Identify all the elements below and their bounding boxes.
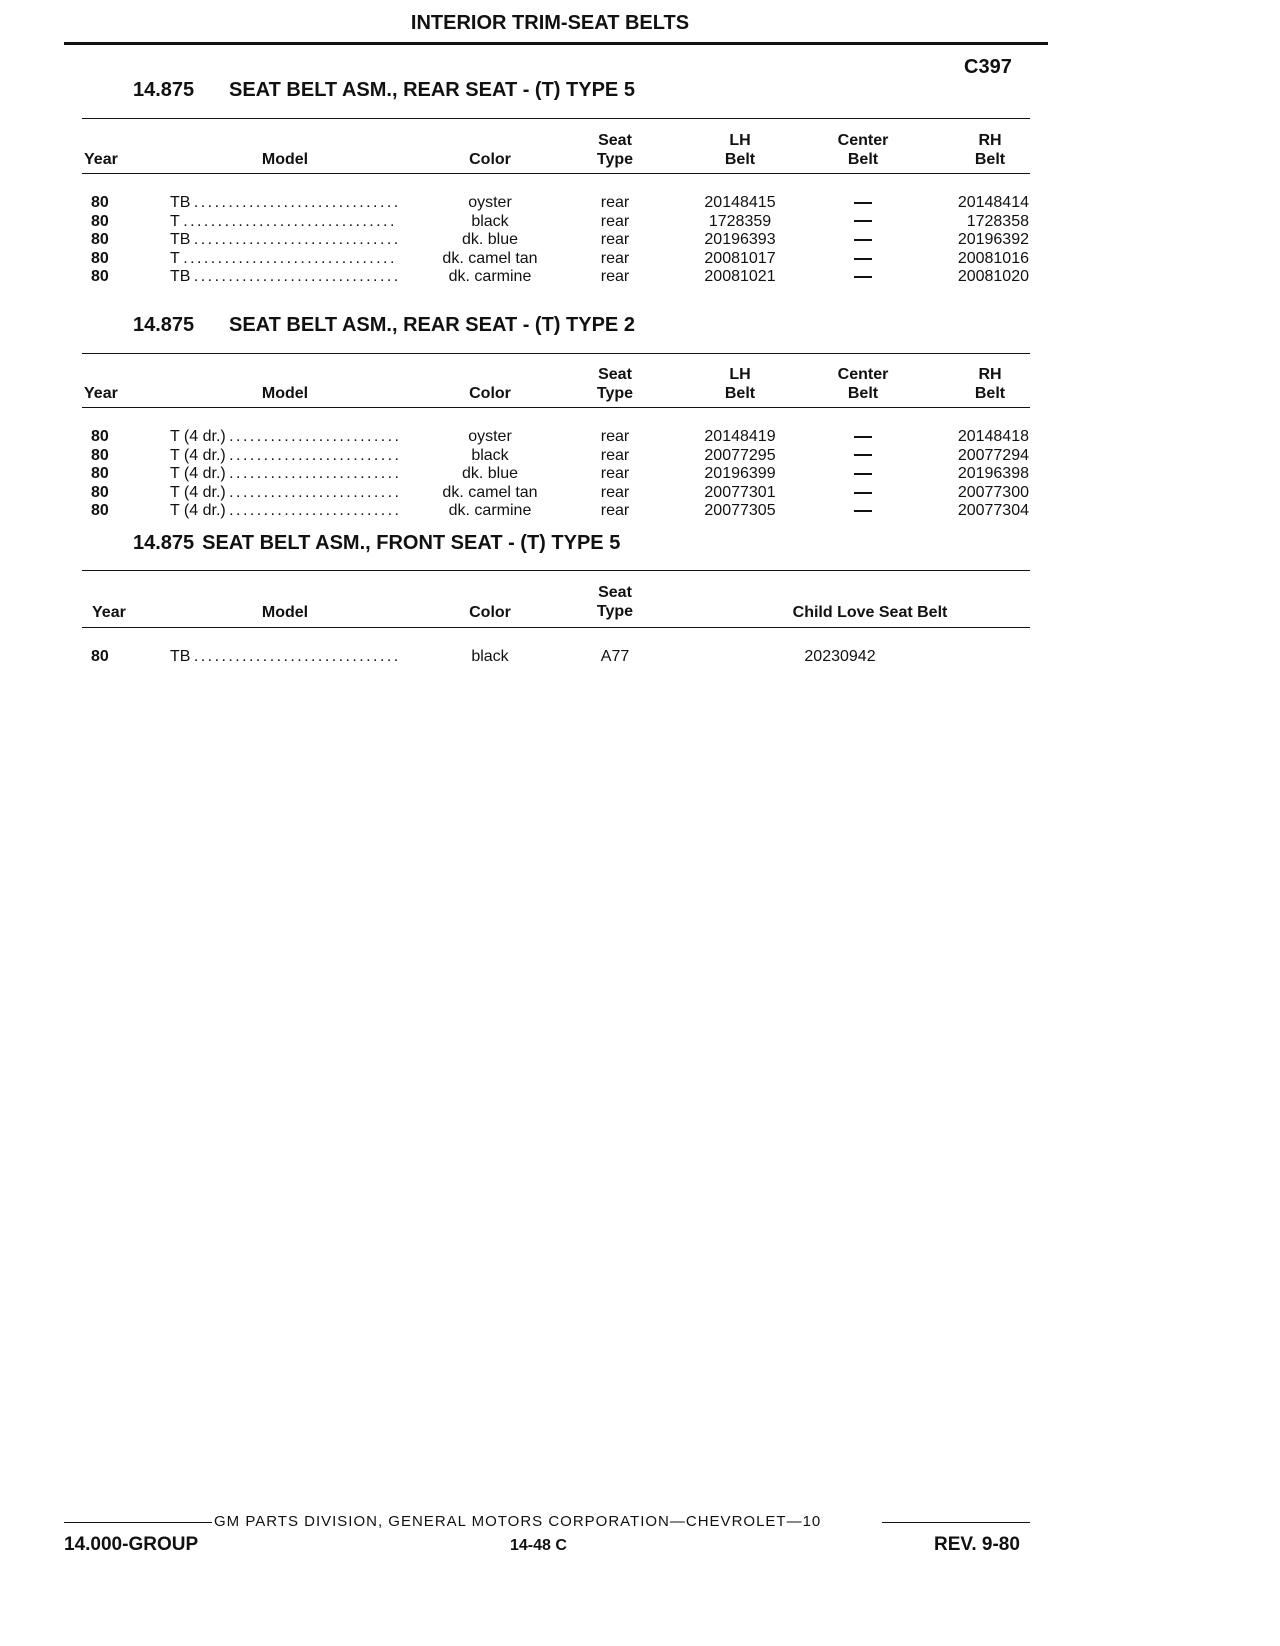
- footer-division: GM PARTS DIVISION, GENERAL MOTORS CORPORATION—CHEVROLET—10: [214, 1513, 822, 1530]
- year-cell: 80: [91, 648, 109, 665]
- seat-type-cell: rear: [600, 446, 630, 464]
- col-header-model: Model: [261, 604, 309, 621]
- rh-belt-cell: 20196398: [957, 465, 1029, 483]
- col-header-year: Year: [84, 385, 118, 402]
- page-title: INTERIOR TRIM-SEAT BELTS: [410, 12, 690, 34]
- em-dash: [854, 202, 872, 204]
- child-belt-cell: 20230942: [804, 648, 876, 665]
- table-row: [0, 250, 1280, 269]
- col-header-lh-belt: LH Belt: [724, 366, 756, 402]
- table-row: [0, 502, 1280, 521]
- color-cell: dk. camel tan: [442, 483, 538, 501]
- rh-belt-cell: 20196392: [957, 231, 1029, 249]
- em-dash: [854, 220, 872, 222]
- rh-belt-cell: 20077300: [957, 483, 1029, 501]
- center-belt-cell: [843, 447, 883, 466]
- model-cell: T (4 dr.) . . .: [170, 502, 398, 521]
- model-cell: T (4 dr.) . . .: [170, 447, 398, 466]
- center-belt-cell: [843, 428, 883, 447]
- em-dash: [854, 436, 872, 438]
- col-header-model: Model: [261, 151, 309, 168]
- footer-rule-left: [64, 1522, 212, 1523]
- em-dash: [854, 473, 872, 475]
- col-header-seat-type: Seat Type: [596, 132, 634, 168]
- em-dash: [854, 276, 872, 278]
- footer-revision: REV. 9-80: [934, 1534, 1020, 1555]
- rh-belt-cell: 20148418: [957, 428, 1029, 445]
- col-header-color: Color: [469, 151, 511, 168]
- lh-belt-cell: 20081021: [704, 268, 776, 286]
- center-belt-cell: [843, 502, 883, 521]
- model-cell: T (4 dr.) . . .: [170, 428, 398, 447]
- year-cell: 80: [91, 502, 109, 520]
- center-belt-cell: [843, 250, 883, 269]
- color-cell: black: [471, 446, 509, 464]
- model-cell: T . . .: [170, 213, 398, 232]
- center-belt-cell: [843, 465, 883, 484]
- seat-type-cell: rear: [600, 212, 630, 230]
- model-cell: T (4 dr.) . . .: [170, 465, 398, 484]
- section-title: [133, 79, 635, 102]
- table-top-rule: [82, 118, 1030, 119]
- section-name: SEAT BELT ASM., FRONT SEAT - (T) TYPE 5: [202, 532, 621, 554]
- year-cell: 80: [91, 194, 109, 211]
- model-cell: T . . .: [170, 250, 398, 269]
- table-row: [0, 268, 1280, 287]
- seat-type-cell: rear: [600, 231, 630, 249]
- year-cell: 80: [91, 446, 109, 464]
- color-cell: oyster: [468, 428, 512, 445]
- lh-belt-cell: 20148419: [704, 428, 776, 445]
- em-dash: [854, 454, 872, 456]
- seat-type-cell: rear: [600, 483, 630, 501]
- em-dash: [854, 492, 872, 494]
- seat-type-cell: rear: [600, 465, 630, 483]
- color-cell: black: [471, 648, 509, 665]
- center-belt-cell: [843, 268, 883, 287]
- year-cell: 80: [91, 483, 109, 501]
- table-row: [0, 213, 1280, 232]
- em-dash: [854, 510, 872, 512]
- header-rule: [64, 42, 1048, 45]
- year-cell: 80: [91, 465, 109, 483]
- footer-group: 14.000-GROUP: [64, 1534, 199, 1555]
- color-cell: dk. carmine: [448, 502, 532, 520]
- lh-belt-cell: 20077295: [704, 446, 776, 464]
- lh-belt-cell: 20196399: [704, 465, 776, 483]
- table-row: [0, 447, 1280, 466]
- section-name: SEAT BELT ASM., REAR SEAT - (T) TYPE 2: [229, 314, 635, 336]
- section-title: [133, 532, 620, 555]
- table-row: [0, 231, 1280, 250]
- section-number: 14.875: [133, 79, 195, 101]
- table-top-rule: [82, 570, 1030, 571]
- color-cell: dk. camel tan: [442, 249, 538, 267]
- table-row: [0, 465, 1280, 484]
- table-top-rule: [82, 353, 1030, 354]
- rh-belt-cell: 20081020: [957, 268, 1029, 286]
- model-cell: TB . . .: [170, 231, 398, 250]
- model-cell: TB . . .: [170, 194, 398, 213]
- model-cell: TB . . .: [170, 648, 398, 667]
- col-header-seat-type: Seat Type: [596, 584, 634, 620]
- lh-belt-cell: 20077301: [704, 483, 776, 501]
- year-cell: 80: [91, 231, 109, 249]
- center-belt-cell: [843, 231, 883, 250]
- rh-belt-cell: 1728358: [966, 212, 1029, 230]
- table-row: [0, 484, 1280, 503]
- center-belt-cell: [843, 213, 883, 232]
- col-header-center-belt: Center Belt: [837, 366, 889, 402]
- color-cell: oyster: [468, 194, 512, 211]
- col-header-color: Color: [469, 604, 511, 621]
- col-header-year: Year: [84, 151, 118, 168]
- em-dash: [854, 258, 872, 260]
- seat-type-cell: A77: [600, 648, 630, 665]
- section-title: [133, 314, 635, 337]
- footer-page-number: 14-48 C: [510, 1537, 567, 1554]
- model-cell: T (4 dr.) . . .: [170, 484, 398, 503]
- table-header-rule: [82, 173, 1030, 174]
- seat-type-cell: rear: [600, 502, 630, 520]
- year-cell: 80: [91, 428, 109, 445]
- rh-belt-cell: 20077304: [957, 502, 1029, 520]
- center-belt-cell: [843, 194, 883, 213]
- seat-type-cell: rear: [600, 268, 630, 286]
- year-cell: 80: [91, 268, 109, 286]
- table-header-rule: [82, 627, 1030, 628]
- rh-belt-cell: 20148414: [957, 194, 1029, 211]
- year-cell: 80: [91, 212, 109, 230]
- rh-belt-cell: 20081016: [957, 249, 1029, 267]
- seat-type-cell: rear: [600, 194, 630, 211]
- color-cell: black: [471, 212, 509, 230]
- section-number: 14.875: [133, 314, 195, 336]
- color-cell: dk. blue: [461, 465, 519, 483]
- page-code: C397: [964, 56, 1012, 78]
- year-cell: 80: [91, 249, 109, 267]
- seat-type-cell: rear: [600, 428, 630, 445]
- color-cell: dk. carmine: [448, 268, 532, 286]
- footer-rule-right: [882, 1522, 1030, 1523]
- center-belt-cell: [843, 484, 883, 503]
- lh-belt-cell: 20077305: [704, 502, 776, 520]
- col-header-color: Color: [469, 385, 511, 402]
- table-row: [0, 194, 1280, 213]
- col-header-child-love-seat-belt: Child Love Seat Belt: [792, 604, 948, 621]
- section-number: 14.875: [133, 532, 195, 554]
- lh-belt-cell: 1728359: [708, 212, 772, 230]
- col-header-rh-belt: RH Belt: [974, 132, 1006, 168]
- table-header-rule: [82, 407, 1030, 408]
- col-header-center-belt: Center Belt: [837, 132, 889, 168]
- col-header-lh-belt: LH Belt: [724, 132, 756, 168]
- model-cell: TB . . .: [170, 268, 398, 287]
- table-row: [0, 428, 1280, 447]
- seat-type-cell: rear: [600, 249, 630, 267]
- lh-belt-cell: 20148415: [704, 194, 776, 211]
- col-header-year: Year: [92, 604, 126, 621]
- color-cell: dk. blue: [461, 231, 519, 249]
- col-header-seat-type: Seat Type: [596, 366, 634, 402]
- section-name: SEAT BELT ASM., REAR SEAT - (T) TYPE 5: [229, 79, 635, 101]
- col-header-model: Model: [261, 385, 309, 402]
- rh-belt-cell: 20077294: [957, 446, 1029, 464]
- col-header-rh-belt: RH Belt: [974, 366, 1006, 402]
- em-dash: [854, 239, 872, 241]
- table-row: [0, 648, 1280, 667]
- lh-belt-cell: 20081017: [704, 249, 776, 267]
- lh-belt-cell: 20196393: [704, 231, 776, 249]
